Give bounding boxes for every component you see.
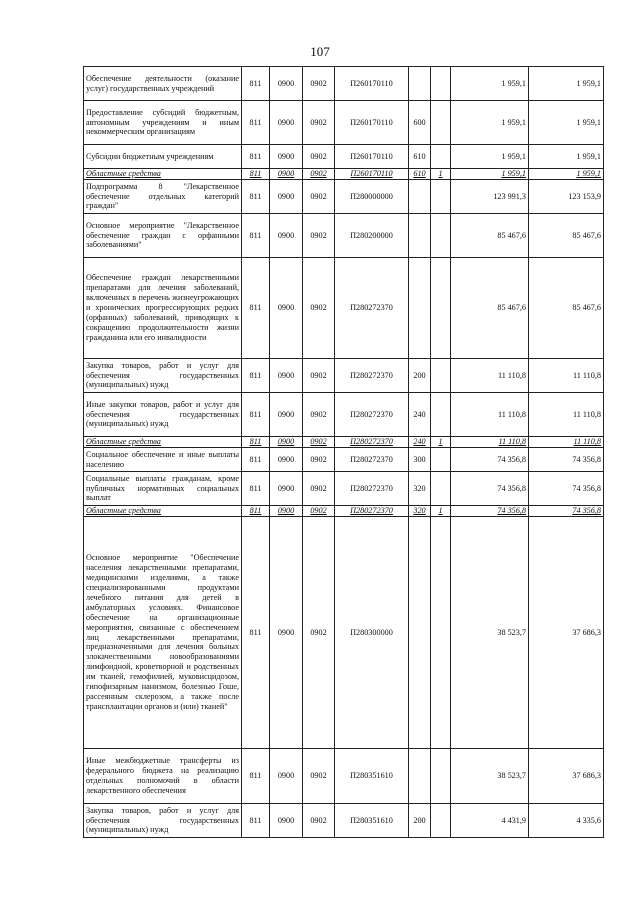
row-name-cell: Обеспечение деятельности (оказание услуг) государственных учреждений (84, 67, 242, 101)
target-article-cell: П280272370 (335, 437, 409, 448)
department-code-cell: 811 (242, 517, 270, 749)
amount-year1-cell: 1 959,1 (451, 169, 529, 180)
amount-year2-cell: 74 356,8 (529, 506, 604, 517)
amount-year2-cell: 11 110,8 (529, 393, 604, 437)
expense-type-cell (409, 517, 431, 749)
subsection-code-cell: 0902 (303, 517, 335, 749)
amount-year1-cell: 1 959,1 (451, 67, 529, 101)
subsection-code-cell: 0902 (303, 749, 335, 804)
expense-type-cell (409, 67, 431, 101)
table-row (84, 67, 604, 101)
target-article-cell: П280272370 (335, 258, 409, 359)
expense-type-cell (409, 214, 431, 258)
amount-year1-cell: 38 523,7 (451, 749, 529, 804)
amount-year2-cell: 1 959,1 (529, 145, 604, 169)
expense-type-cell: 320 (409, 472, 431, 506)
target-article-cell: П280300000 (335, 517, 409, 749)
funding-source-cell: 1 (431, 506, 451, 517)
subsection-code-cell: 0902 (303, 101, 335, 145)
subsection-code-cell: 0902 (303, 359, 335, 393)
amount-year2-cell: 85 467,6 (529, 258, 604, 359)
funding-source-cell (431, 804, 451, 838)
row-name-cell: Социальные выплаты гражданам, кроме публичных нормативных социальных выплат (84, 472, 242, 506)
amount-year1-cell: 85 467,6 (451, 258, 529, 359)
funding-source-cell: 1 (431, 169, 451, 180)
amount-year2-cell: 123 153,9 (529, 180, 604, 214)
row-name-cell: Подпрограмма 8 "Лекарственное обеспечение отдельных категорий граждан" (84, 180, 242, 214)
amount-year2-cell: 74 356,8 (529, 448, 604, 472)
row-name-cell: Иные межбюджетные трансферты из федерального бюджета на реализацию отдельных полномочий в области лекарственного обеспечения (84, 749, 242, 804)
target-article-cell: П260170110 (335, 145, 409, 169)
funding-source-cell (431, 359, 451, 393)
expense-type-cell: 300 (409, 448, 431, 472)
department-code-cell: 811 (242, 393, 270, 437)
section-code-cell: 0900 (270, 437, 303, 448)
subsection-code-cell: 0902 (303, 180, 335, 214)
department-code-cell: 811 (242, 169, 270, 180)
expense-type-cell: 240 (409, 393, 431, 437)
expense-type-cell: 200 (409, 804, 431, 838)
row-name-cell: Основное мероприятие "Обеспечение населения лекарственными препаратами, медицинскими изделиями, а также специализированными продуктами лечебного питания для детей в амбулаторных условиях. Финансовое обеспечение на организационные мероприятия, связанные с обеспечением лиц лекарственными препаратами, предназначенными для лечения больных злокачественными новообразованиями лимфоидной, кроветворной и родственных им тканей, гемофилией, муковисцидозом, гипофизарным нанизмом, болезнью Гоше, рассеянным склерозом, а также после трансплантации органов и (или) тканей" (84, 517, 242, 749)
target-article-cell: П280000000 (335, 180, 409, 214)
department-code-cell: 811 (242, 804, 270, 838)
funding-source-cell: 1 (431, 437, 451, 448)
subsection-code-cell: 0902 (303, 214, 335, 258)
amount-year1-cell: 1 959,1 (451, 145, 529, 169)
table-row (84, 101, 604, 145)
amount-year2-cell: 74 356,8 (529, 472, 604, 506)
amount-year1-cell: 123 991,3 (451, 180, 529, 214)
amount-year1-cell: 74 356,8 (451, 506, 529, 517)
target-article-cell: П260170110 (335, 169, 409, 180)
amount-year2-cell: 85 467,6 (529, 214, 604, 258)
expense-type-cell: 610 (409, 145, 431, 169)
target-article-cell: П280272370 (335, 472, 409, 506)
target-article-cell: П280351610 (335, 749, 409, 804)
department-code-cell: 811 (242, 437, 270, 448)
target-article-cell: П280272370 (335, 359, 409, 393)
amount-year1-cell: 38 523,7 (451, 517, 529, 749)
row-name-cell: Иные закупки товаров, работ и услуг для обеспечения государственных (муниципальных) нужд (84, 393, 242, 437)
funding-source-cell (431, 214, 451, 258)
funding-source-cell (431, 67, 451, 101)
subsection-code-cell: 0902 (303, 258, 335, 359)
row-name-cell: Областные средства (84, 437, 242, 448)
expense-type-cell (409, 258, 431, 359)
table-row (84, 517, 604, 749)
amount-year1-cell: 11 110,8 (451, 437, 529, 448)
row-name-cell: Областные средства (84, 169, 242, 180)
row-name-cell: Социальное обеспечение и иные выплаты населению (84, 448, 242, 472)
department-code-cell: 811 (242, 145, 270, 169)
subsection-code-cell: 0902 (303, 448, 335, 472)
funding-source-cell (431, 101, 451, 145)
department-code-cell: 811 (242, 359, 270, 393)
expense-type-cell: 200 (409, 359, 431, 393)
funding-source-cell (431, 749, 451, 804)
section-code-cell: 0900 (270, 145, 303, 169)
subsection-code-cell: 0902 (303, 506, 335, 517)
funding-source-cell (431, 393, 451, 437)
subsection-code-cell: 0902 (303, 169, 335, 180)
row-name-cell: Основное мероприятие "Лекарственное обеспечение граждан с орфанными заболеваниями" (84, 214, 242, 258)
expense-type-cell: 610 (409, 169, 431, 180)
section-code-cell: 0900 (270, 517, 303, 749)
table-row (84, 359, 604, 393)
section-code-cell: 0900 (270, 180, 303, 214)
amount-year1-cell: 74 356,8 (451, 472, 529, 506)
department-code-cell: 811 (242, 101, 270, 145)
section-code-cell: 0900 (270, 258, 303, 359)
target-article-cell: П280272370 (335, 506, 409, 517)
expense-type-cell (409, 749, 431, 804)
regional-funds-row (84, 437, 604, 448)
funding-source-cell (431, 180, 451, 214)
section-code-cell: 0900 (270, 169, 303, 180)
department-code-cell: 811 (242, 214, 270, 258)
table-row (84, 258, 604, 359)
row-name-cell: Обеспечение граждан лекарственными препаратами для лечения заболеваний, включенных в перечень жизнеугрожающих и хронических прогрессирующих редких (орфанных) заболеваний, приводящих к сокращению продолжительности жизни гражданина или его инвалидности (84, 258, 242, 359)
expense-type-cell: 240 (409, 437, 431, 448)
department-code-cell: 811 (242, 749, 270, 804)
row-name-cell: Областные средства (84, 506, 242, 517)
section-code-cell: 0900 (270, 749, 303, 804)
amount-year2-cell: 1 959,1 (529, 101, 604, 145)
department-code-cell: 811 (242, 180, 270, 214)
table-row (84, 393, 604, 437)
target-article-cell: П280200000 (335, 214, 409, 258)
funding-source-cell (431, 145, 451, 169)
department-code-cell: 811 (242, 472, 270, 506)
amount-year2-cell: 11 110,8 (529, 359, 604, 393)
expense-type-cell (409, 180, 431, 214)
section-code-cell: 0900 (270, 472, 303, 506)
amount-year1-cell: 4 431,9 (451, 804, 529, 838)
target-article-cell: П280272370 (335, 448, 409, 472)
subsection-code-cell: 0902 (303, 472, 335, 506)
subsection-code-cell: 0902 (303, 145, 335, 169)
department-code-cell: 811 (242, 258, 270, 359)
funding-source-cell (431, 517, 451, 749)
amount-year1-cell: 85 467,6 (451, 214, 529, 258)
budget-table (83, 66, 604, 838)
target-article-cell: П260170110 (335, 67, 409, 101)
row-name-cell: Закупка товаров, работ и услуг для обеспечения государственных (муниципальных) нужд (84, 804, 242, 838)
target-article-cell: П280351610 (335, 804, 409, 838)
department-code-cell: 811 (242, 506, 270, 517)
regional-funds-row (84, 506, 604, 517)
amount-year1-cell: 74 356,8 (451, 448, 529, 472)
department-code-cell: 811 (242, 448, 270, 472)
department-code-cell: 811 (242, 67, 270, 101)
table-row (84, 214, 604, 258)
expense-type-cell: 600 (409, 101, 431, 145)
funding-source-cell (431, 448, 451, 472)
section-code-cell: 0900 (270, 67, 303, 101)
table-row (84, 448, 604, 472)
amount-year2-cell: 37 686,3 (529, 517, 604, 749)
subsection-code-cell: 0902 (303, 804, 335, 838)
amount-year1-cell: 11 110,8 (451, 393, 529, 437)
subsection-code-cell: 0902 (303, 393, 335, 437)
section-code-cell: 0900 (270, 359, 303, 393)
funding-source-cell (431, 258, 451, 359)
target-article-cell: П280272370 (335, 393, 409, 437)
table-body (84, 67, 604, 838)
funding-source-cell (431, 472, 451, 506)
section-code-cell: 0900 (270, 101, 303, 145)
row-name-cell: Субсидии бюджетным учреждениям (84, 145, 242, 169)
row-name-cell: Закупка товаров, работ и услуг для обеспечения государственных (муниципальных) нужд (84, 359, 242, 393)
amount-year2-cell: 1 959,1 (529, 169, 604, 180)
section-code-cell: 0900 (270, 393, 303, 437)
subsection-code-cell: 0902 (303, 437, 335, 448)
regional-funds-row (84, 169, 604, 180)
section-code-cell: 0900 (270, 448, 303, 472)
section-code-cell: 0900 (270, 214, 303, 258)
expense-type-cell: 320 (409, 506, 431, 517)
amount-year1-cell: 1 959,1 (451, 101, 529, 145)
section-code-cell: 0900 (270, 804, 303, 838)
amount-year2-cell: 1 959,1 (529, 67, 604, 101)
table-row (84, 749, 604, 804)
row-name-cell: Предоставление субсидий бюджетным, автономным учреждениям и иным некоммерческим организациям (84, 101, 242, 145)
target-article-cell: П260170110 (335, 101, 409, 145)
table-row (84, 180, 604, 214)
table-row (84, 145, 604, 169)
section-code-cell: 0900 (270, 506, 303, 517)
table-row (84, 804, 604, 838)
amount-year2-cell: 11 110,8 (529, 437, 604, 448)
table-row (84, 472, 604, 506)
page-number: 107 (310, 44, 330, 59)
subsection-code-cell: 0902 (303, 67, 335, 101)
amount-year2-cell: 4 335,6 (529, 804, 604, 838)
amount-year2-cell: 37 686,3 (529, 749, 604, 804)
amount-year1-cell: 11 110,8 (451, 359, 529, 393)
